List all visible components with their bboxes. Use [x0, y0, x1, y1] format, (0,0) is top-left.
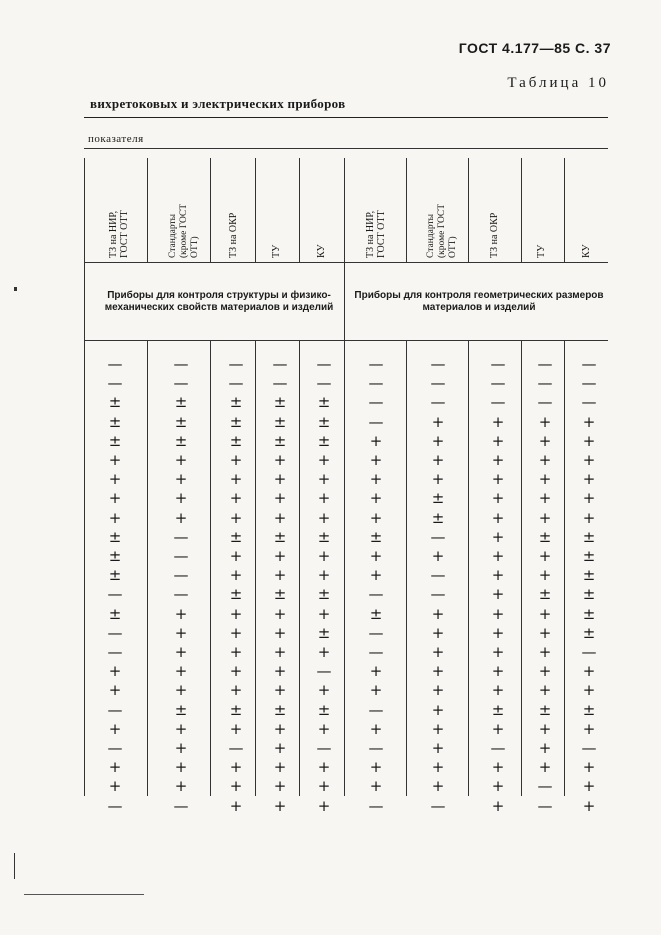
table-cell: + [174, 719, 188, 738]
table-cell: + [491, 777, 505, 796]
table-cell: + [538, 566, 552, 585]
table-cell: + [491, 758, 505, 777]
table-cell: — [368, 355, 384, 373]
grid-divider [299, 341, 300, 796]
table-cell: + [229, 623, 243, 642]
header-divider [210, 158, 211, 262]
table-cell: + [229, 489, 243, 508]
table-cell: ± [229, 431, 243, 450]
table-cell: + [582, 681, 596, 700]
table-cell: ± [582, 700, 596, 719]
table-cell: — [368, 700, 384, 719]
table-cell: + [273, 643, 287, 661]
header-split-rule [84, 262, 608, 263]
table-cell: — [368, 412, 384, 431]
grid-divider [210, 341, 211, 796]
table-cell: + [273, 451, 287, 469]
table-cell: + [369, 508, 383, 527]
table-cell: + [431, 451, 445, 469]
mid-rule [84, 148, 608, 149]
table-cell: ± [538, 585, 552, 604]
table-cell: + [174, 777, 188, 796]
table-cell: + [273, 508, 287, 527]
table-cell: + [273, 547, 287, 565]
table-cell: + [174, 508, 188, 527]
table-cell: + [431, 758, 445, 777]
table-cell: — [430, 566, 446, 585]
table-cell: + [431, 431, 445, 450]
table-cell: — [581, 643, 597, 661]
table-cell: — [228, 739, 244, 757]
table-cell: ± [174, 412, 188, 431]
table-cell: + [431, 662, 445, 681]
table-cell: + [491, 681, 505, 700]
table-cell: ± [229, 527, 243, 546]
table-cell: + [369, 777, 383, 796]
header-divider [564, 158, 565, 262]
table-cell: — [430, 374, 446, 393]
footer-rule [24, 894, 144, 895]
table-cell: — [173, 796, 189, 815]
table-cell: — [173, 374, 189, 393]
table-cell: — [107, 700, 123, 719]
table-cell: + [431, 700, 445, 719]
table-caption: вихретоковых и электрических приборов [90, 96, 346, 111]
table-cell: + [317, 681, 331, 700]
table-cell: + [582, 662, 596, 681]
table-cell: ± [582, 585, 596, 604]
table-cell: + [273, 662, 287, 681]
table-cell: — [368, 374, 384, 393]
header-divider [406, 158, 407, 262]
table-cell: — [173, 355, 189, 373]
grid-divider [255, 341, 256, 796]
table-cell: + [273, 739, 287, 757]
table-cell: + [229, 508, 243, 527]
column-header: КУ [581, 244, 592, 258]
column-header: ТЗ на ОКР [228, 212, 239, 258]
table-cell: — [368, 393, 384, 412]
table-cell: ± [491, 700, 505, 719]
table-cell: + [538, 758, 552, 777]
table-cell: + [538, 508, 552, 527]
table-cell: — [368, 623, 384, 642]
table-cell: ± [273, 527, 287, 546]
table-cell: — [368, 585, 384, 604]
grid-divider [344, 341, 345, 796]
table-cell: + [369, 758, 383, 777]
table-cell: ± [174, 700, 188, 719]
table-cell: + [229, 604, 243, 623]
table-cell: + [174, 681, 188, 700]
table-cell: + [369, 566, 383, 585]
column-header-area [84, 158, 608, 340]
table-cell: — [228, 374, 244, 393]
table-cell: — [316, 739, 332, 757]
table-cell: + [538, 470, 552, 489]
table-cell: + [491, 470, 505, 489]
table-cell: ± [174, 393, 188, 412]
table-cell: + [317, 547, 331, 565]
table-cell: ± [229, 585, 243, 604]
table-cell: + [491, 566, 505, 585]
grid-divider [147, 341, 148, 796]
table-cell: + [317, 470, 331, 489]
table-cell: — [272, 374, 288, 393]
column-header: КУ [316, 244, 327, 258]
table-cell: ± [229, 700, 243, 719]
table-cell: + [108, 489, 122, 508]
table-cell: + [317, 758, 331, 777]
table-cell: + [491, 643, 505, 661]
table-cell: + [229, 470, 243, 489]
table-cell: + [582, 508, 596, 527]
column-header: ТЗ на НИР, ГОСТ ОТТ [108, 210, 130, 258]
table-cell: ± [108, 527, 122, 546]
grid-divider [406, 341, 407, 796]
table-cell: + [317, 796, 331, 815]
table-cell: + [273, 758, 287, 777]
table-cell: + [174, 623, 188, 642]
table-cell: + [273, 796, 287, 815]
subheader-label: показателя [88, 133, 144, 145]
top-rule [84, 117, 608, 118]
table-cell: + [491, 527, 505, 546]
document-header: ГОСТ 4.177—85 С. 37 [458, 40, 611, 56]
table-cell: + [431, 604, 445, 623]
table-cell: ± [273, 393, 287, 412]
table-cell: ± [229, 412, 243, 431]
group-header-structure: Приборы для контроля структуры и физико-механических свойств материалов и изделий [104, 290, 334, 313]
table-cell: + [538, 643, 552, 661]
table-cell: + [431, 623, 445, 642]
table-cell: + [431, 719, 445, 738]
table-cell: ± [582, 623, 596, 642]
table-cell: — [430, 796, 446, 815]
table-cell: — [537, 374, 553, 393]
table-cell: + [491, 662, 505, 681]
table-cell: + [491, 508, 505, 527]
table-cell: + [369, 547, 383, 565]
table-cell: ± [273, 585, 287, 604]
table-cell: + [491, 489, 505, 508]
table-cell: — [490, 393, 506, 412]
table-cell: — [490, 374, 506, 393]
table-cell: ± [229, 393, 243, 412]
header-divider [147, 158, 148, 262]
table-cell: + [491, 547, 505, 565]
table-cell: + [108, 681, 122, 700]
table-cell: — [430, 585, 446, 604]
table-cell: + [229, 719, 243, 738]
table-cell: — [430, 527, 446, 546]
header-divider [84, 158, 85, 340]
table-cell: + [369, 662, 383, 681]
table-cell: + [491, 623, 505, 642]
table-cell: + [273, 566, 287, 585]
table-cell: + [538, 451, 552, 469]
table-cell: + [108, 470, 122, 489]
header-divider [255, 158, 256, 262]
header-divider [468, 158, 469, 262]
table-cell: + [317, 777, 331, 796]
table-cell: + [538, 662, 552, 681]
column-header: Стандарты (кроме ГОСТ ОТТ) [426, 203, 458, 258]
table-cell: + [108, 777, 122, 796]
table-cell: — [537, 393, 553, 412]
table-cell: ± [317, 585, 331, 604]
table-cell: + [491, 412, 505, 431]
table-cell: + [229, 643, 243, 661]
table-cell: + [317, 489, 331, 508]
table-cell: + [229, 451, 243, 469]
table-cell: + [582, 451, 596, 469]
table-cell: + [108, 719, 122, 738]
table-cell: — [173, 566, 189, 585]
table-cell: ± [108, 431, 122, 450]
table-cell: ± [174, 431, 188, 450]
table-cell: — [107, 355, 123, 373]
table-cell: — [316, 662, 332, 681]
table-cell: + [431, 681, 445, 700]
table-cell: + [174, 662, 188, 681]
table-cell: + [431, 412, 445, 431]
table-cell: — [107, 374, 123, 393]
table-cell: + [431, 470, 445, 489]
margin-line [14, 853, 15, 879]
table-number: Таблица 10 [507, 75, 609, 91]
table-cell: + [491, 451, 505, 469]
margin-mark [14, 287, 17, 291]
table-cell: ± [538, 527, 552, 546]
table-cell: + [273, 623, 287, 642]
table-cell: + [538, 412, 552, 431]
table-cell: + [317, 566, 331, 585]
table-cell: ± [369, 527, 383, 546]
table-cell: + [582, 489, 596, 508]
table-cell: + [273, 777, 287, 796]
table-cell: + [174, 643, 188, 661]
table-cell: + [431, 777, 445, 796]
table-cell: + [491, 431, 505, 450]
table-cell: + [369, 681, 383, 700]
table-cell: ± [582, 527, 596, 546]
table-cell: ± [317, 623, 331, 642]
table-cell: + [491, 719, 505, 738]
table-cell: — [107, 643, 123, 661]
table-cell: + [229, 796, 243, 815]
table-cell: + [229, 547, 243, 565]
table-cell: + [174, 451, 188, 469]
table-cell: ± [431, 489, 445, 508]
table-cell: — [173, 527, 189, 546]
table-cell: + [582, 470, 596, 489]
table-cell: + [369, 451, 383, 469]
table-cell: + [582, 796, 596, 815]
table-cell: + [317, 508, 331, 527]
table-cell: — [316, 355, 332, 373]
table-cell: + [582, 758, 596, 777]
grid-divider [84, 341, 85, 796]
table-cell: + [174, 758, 188, 777]
table-cell: + [108, 662, 122, 681]
table-cell: — [581, 739, 597, 757]
table-cell: + [491, 585, 505, 604]
table-cell: + [108, 508, 122, 527]
table-cell: + [582, 431, 596, 450]
column-header: ТЗ на НИР, ГОСТ ОТТ [365, 210, 387, 258]
table-cell: — [368, 796, 384, 815]
table-cell: + [369, 470, 383, 489]
table-cell: + [538, 739, 552, 757]
table-cell: ± [317, 700, 331, 719]
table-cell: + [369, 431, 383, 450]
column-header: Стандарты (кроме ГОСТ ОТТ) [168, 203, 200, 258]
column-header: ТУ [271, 244, 282, 258]
table-cell: + [229, 758, 243, 777]
table-cell: — [581, 355, 597, 373]
table-cell: ± [108, 412, 122, 431]
table-cell: ± [273, 700, 287, 719]
table-cell: + [538, 681, 552, 700]
table-cell: — [537, 355, 553, 373]
table-cell: + [582, 777, 596, 796]
table-cell: + [174, 604, 188, 623]
table-cell: — [581, 374, 597, 393]
table-cell: ± [317, 412, 331, 431]
table-cell: — [228, 355, 244, 373]
table-cell: + [229, 777, 243, 796]
grid-divider [564, 341, 565, 796]
group-header-geometry: Приборы для контроля геометрических размеров материалов и изделий [354, 290, 604, 313]
table-cell: + [317, 451, 331, 469]
column-header: ТЗ на ОКР [489, 212, 500, 258]
table-cell: ± [108, 547, 122, 565]
column-header: ТУ [536, 244, 547, 258]
table-cell: + [582, 719, 596, 738]
table-cell: + [491, 604, 505, 623]
table-cell: ± [108, 604, 122, 623]
table-cell: — [430, 355, 446, 373]
table-cell: + [369, 489, 383, 508]
table-cell: + [431, 643, 445, 661]
table-cell: — [107, 585, 123, 604]
table-cell: + [369, 719, 383, 738]
table-cell: — [581, 393, 597, 412]
header-divider [299, 158, 300, 262]
table-cell: ± [317, 431, 331, 450]
table-cell: ± [108, 566, 122, 585]
table-cell: + [538, 489, 552, 508]
table-cell: ± [273, 412, 287, 431]
table-cell: ± [538, 700, 552, 719]
table-cell: ± [582, 566, 596, 585]
header-divider [521, 158, 522, 262]
table-cell: — [537, 777, 553, 796]
table-cell: + [538, 719, 552, 738]
table-cell: — [173, 547, 189, 565]
table-cell: + [273, 719, 287, 738]
table-cell: + [229, 662, 243, 681]
table-cell: + [273, 470, 287, 489]
table-cell: + [273, 681, 287, 700]
table-cell: ± [431, 508, 445, 527]
table-cell: — [490, 355, 506, 373]
table-cell: + [317, 643, 331, 661]
table-cell: — [490, 739, 506, 757]
table-cell: + [174, 739, 188, 757]
table-cell: + [317, 719, 331, 738]
table-cell: + [491, 796, 505, 815]
table-cell: — [368, 643, 384, 661]
table-cell: + [431, 547, 445, 565]
table-cell: ± [582, 547, 596, 565]
table-cell: + [273, 604, 287, 623]
table-cell: — [316, 374, 332, 393]
table-cell: — [272, 355, 288, 373]
table-cell: + [174, 489, 188, 508]
table-cell: ± [317, 393, 331, 412]
table-cell: ± [369, 604, 383, 623]
table-cell: + [431, 739, 445, 757]
table-cell: + [538, 604, 552, 623]
table-cell: + [582, 412, 596, 431]
table-cell: + [229, 566, 243, 585]
table-cell: + [538, 431, 552, 450]
table-cell: — [107, 796, 123, 815]
grid-divider [521, 341, 522, 796]
table-cell: + [174, 470, 188, 489]
table-cell: + [273, 489, 287, 508]
data-grid [84, 341, 608, 815]
header-divider [344, 158, 345, 340]
grid-divider [468, 341, 469, 796]
table-cell: — [107, 623, 123, 642]
table-cell: + [108, 451, 122, 469]
table-cell: — [173, 585, 189, 604]
table-cell: — [537, 796, 553, 815]
table-cell: ± [273, 431, 287, 450]
table-cell: — [368, 739, 384, 757]
table-cell: — [430, 393, 446, 412]
table-cell: ± [317, 527, 331, 546]
table-cell: + [108, 758, 122, 777]
table-cell: ± [108, 393, 122, 412]
table-cell: — [107, 739, 123, 757]
table-cell: + [229, 681, 243, 700]
table-cell: + [538, 623, 552, 642]
table-cell: + [317, 604, 331, 623]
table-cell: + [538, 547, 552, 565]
table-cell: ± [582, 604, 596, 623]
